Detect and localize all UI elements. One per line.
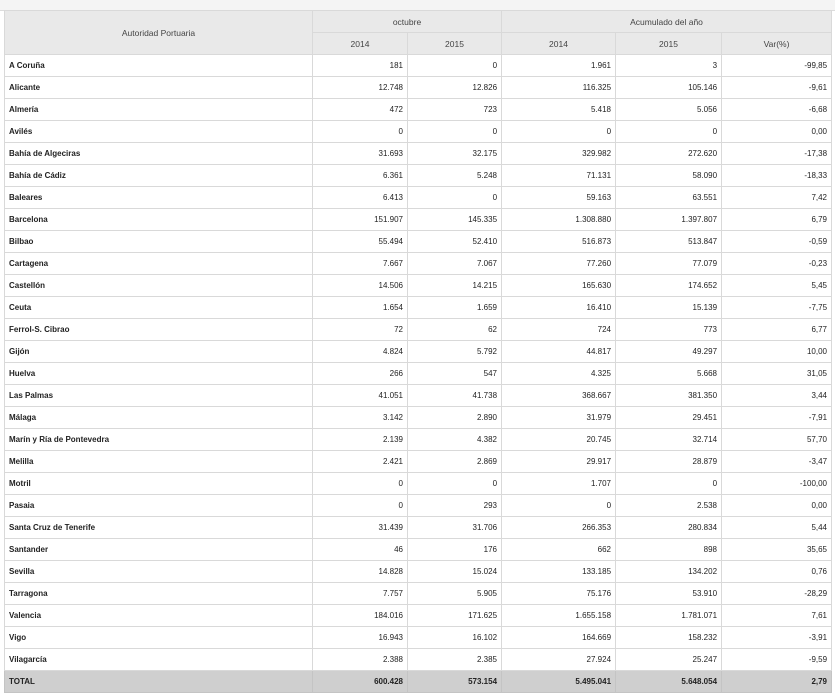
authority-name-cell: Motril [5,473,313,495]
month-2015-cell: 16.102 [408,627,502,649]
variation-cell: 10,00 [722,341,832,363]
cumulative-2015-cell: 272.620 [616,143,722,165]
cumulative-2014-cell: 75.176 [502,583,616,605]
month-2015-cell: 5.905 [408,583,502,605]
table-row [5,55,832,77]
month-2014-cell: 14.828 [313,561,408,583]
variation-cell: 31,05 [722,363,832,385]
variation-cell: -6,68 [722,99,832,121]
variation-cell: -3,91 [722,627,832,649]
cumulative-2014-cell: 71.131 [502,165,616,187]
cumulative-2015-cell: 898 [616,539,722,561]
cumulative-2015-cell: 53.910 [616,583,722,605]
cumulative-2014-cell: 16.410 [502,297,616,319]
cumulative-2014-cell: 5.418 [502,99,616,121]
month-2014-cell: 0 [313,121,408,143]
table-row [5,187,832,209]
cumulative-2014-cell: 1.655.158 [502,605,616,627]
month-2014-cell: 6.361 [313,165,408,187]
variation-cell: 7,42 [722,187,832,209]
month-2015-cell: 293 [408,495,502,517]
table-row [5,165,832,187]
cumulative-2015-cell: 381.350 [616,385,722,407]
variation-cell: 5,44 [722,517,832,539]
cumulative-2015-cell: 28.879 [616,451,722,473]
month-2015-cell: 62 [408,319,502,341]
cumulative-2015-cell: 0 [616,121,722,143]
cumulative-2014-cell: 1.961 [502,55,616,77]
table-row [5,297,832,319]
table-row [5,627,832,649]
table-row [5,649,832,671]
authority-name-cell: Santander [5,539,313,561]
cumulative-2015-cell: 158.232 [616,627,722,649]
table-row [5,121,832,143]
cumulative-2014-header[interactable]: 2014 [502,33,616,55]
authority-name-cell: Barcelona [5,209,313,231]
month-2015-header[interactable]: 2015 [408,33,502,55]
cumulative-2015-cell: 174.652 [616,275,722,297]
authority-name-cell: Tarragona [5,583,313,605]
table-row [5,231,832,253]
cumulative-2015-cell: 5.648.054 [616,671,722,693]
variation-cell: 6,79 [722,209,832,231]
month-2015-cell: 14.215 [408,275,502,297]
cumulative-2014-cell: 29.917 [502,451,616,473]
table-row [5,473,832,495]
authority-name-cell: Ferrol-S. Cibrao [5,319,313,341]
month-2014-cell: 72 [313,319,408,341]
month-2015-cell: 2.385 [408,649,502,671]
cumulative-2015-cell: 3 [616,55,722,77]
variation-cell: 35,65 [722,539,832,561]
variation-cell: 0,76 [722,561,832,583]
month-2014-cell: 6.413 [313,187,408,209]
table-row [5,407,832,429]
cumulative-2014-cell: 1.707 [502,473,616,495]
authority-name-cell: Santa Cruz de Tenerife [5,517,313,539]
month-2015-cell: 2.869 [408,451,502,473]
authority-name-cell: Huelva [5,363,313,385]
table-row [5,319,832,341]
month-2014-cell: 600.428 [313,671,408,693]
variation-cell: -9,61 [722,77,832,99]
month-2014-cell: 2.139 [313,429,408,451]
authority-name-cell: Almería [5,99,313,121]
variation-cell: -17,38 [722,143,832,165]
month-2015-cell: 41.738 [408,385,502,407]
month-2015-cell: 4.382 [408,429,502,451]
authority-name-cell: Cartagena [5,253,313,275]
authority-name-cell: Alicante [5,77,313,99]
month-2014-cell: 3.142 [313,407,408,429]
table-row [5,605,832,627]
variation-cell: -0,23 [722,253,832,275]
authority-name-cell: Sevilla [5,561,313,583]
month-group-header: octubre [313,11,502,33]
table-row [5,209,832,231]
month-2015-cell: 0 [408,55,502,77]
month-2014-cell: 184.016 [313,605,408,627]
variation-cell: -3,47 [722,451,832,473]
table-row [5,561,832,583]
month-2015-cell: 723 [408,99,502,121]
authority-name-cell: Bahía de Cádiz [5,165,313,187]
cumulative-2015-cell: 58.090 [616,165,722,187]
month-2015-cell: 171.625 [408,605,502,627]
month-2014-cell: 12.748 [313,77,408,99]
month-2014-cell: 7.667 [313,253,408,275]
month-2015-cell: 15.024 [408,561,502,583]
cumulative-2014-cell: 5.495.041 [502,671,616,693]
table-row [5,363,832,385]
authority-name-cell: Bahía de Algeciras [5,143,313,165]
month-2015-cell: 0 [408,187,502,209]
month-2015-cell: 145.335 [408,209,502,231]
month-2015-cell: 7.067 [408,253,502,275]
authority-name-cell: Valencia [5,605,313,627]
month-2014-cell: 16.943 [313,627,408,649]
authority-name-cell: TOTAL [5,671,313,693]
month-2014-cell: 266 [313,363,408,385]
authority-name-cell: Marín y Ría de Pontevedra [5,429,313,451]
cumulative-2014-cell: 59.163 [502,187,616,209]
table-row [5,253,832,275]
variation-cell: -18,33 [722,165,832,187]
table-body [5,55,832,693]
cumulative-2014-cell: 133.185 [502,561,616,583]
authority-name-cell: Gijón [5,341,313,363]
cumulative-2014-cell: 662 [502,539,616,561]
month-2014-cell: 4.824 [313,341,408,363]
month-2014-cell: 31.439 [313,517,408,539]
cumulative-2015-cell: 77.079 [616,253,722,275]
authority-name-cell: A Coruña [5,55,313,77]
cumulative-2015-cell: 5.056 [616,99,722,121]
table-row [5,429,832,451]
cumulative-2015-cell: 134.202 [616,561,722,583]
cumulative-2015-cell: 2.538 [616,495,722,517]
cumulative-2014-cell: 165.630 [502,275,616,297]
table-row [5,77,832,99]
month-2015-cell: 1.659 [408,297,502,319]
cumulative-2015-cell: 105.146 [616,77,722,99]
month-2015-cell: 547 [408,363,502,385]
authority-name-cell: Avilés [5,121,313,143]
cumulative-2015-cell: 5.668 [616,363,722,385]
cumulative-2015-cell: 49.297 [616,341,722,363]
variation-cell: 3,44 [722,385,832,407]
cumulative-2014-cell: 20.745 [502,429,616,451]
variation-cell: 2,79 [722,671,832,693]
table-row [5,275,832,297]
cumulative-2014-cell: 1.308.880 [502,209,616,231]
month-2014-cell: 1.654 [313,297,408,319]
authority-name-cell: Vilagarcía [5,649,313,671]
cumulative-2014-cell: 266.353 [502,517,616,539]
variation-cell: -0,59 [722,231,832,253]
cumulative-2015-cell: 63.551 [616,187,722,209]
cumulative-2015-cell: 773 [616,319,722,341]
month-2015-cell: 0 [408,473,502,495]
cumulative-2014-cell: 0 [502,121,616,143]
cumulative-2014-cell: 724 [502,319,616,341]
cumulative-2015-cell: 280.834 [616,517,722,539]
variation-cell: 0,00 [722,495,832,517]
cumulative-2015-cell: 1.397.807 [616,209,722,231]
variation-cell: 0,00 [722,121,832,143]
month-2014-cell: 0 [313,473,408,495]
table-row [5,451,832,473]
cumulative-2014-cell: 27.924 [502,649,616,671]
cumulative-2015-cell: 0 [616,473,722,495]
variation-cell: -7,91 [722,407,832,429]
authority-name-cell: Castellón [5,275,313,297]
cumulative-2014-cell: 164.669 [502,627,616,649]
variation-cell: 7,61 [722,605,832,627]
month-2015-cell: 31.706 [408,517,502,539]
cumulative-2015-cell: 513.847 [616,231,722,253]
cumulative-2015-header[interactable]: 2015 [616,33,722,55]
cumulative-2015-cell: 15.139 [616,297,722,319]
cumulative-2014-cell: 516.873 [502,231,616,253]
month-2015-cell: 176 [408,539,502,561]
month-2014-cell: 46 [313,539,408,561]
cumulative-2014-cell: 31.979 [502,407,616,429]
authority-name-cell: Bilbao [5,231,313,253]
variation-cell: 5,45 [722,275,832,297]
cumulative-2014-cell: 4.325 [502,363,616,385]
variation-cell: -99,85 [722,55,832,77]
table-row [5,99,832,121]
month-2014-cell: 181 [313,55,408,77]
month-2014-cell: 2.421 [313,451,408,473]
variation-cell: 57,70 [722,429,832,451]
cumulative-2014-cell: 44.817 [502,341,616,363]
table-row [5,385,832,407]
month-2014-cell: 151.907 [313,209,408,231]
authority-name-cell: Las Palmas [5,385,313,407]
authority-name-cell: Málaga [5,407,313,429]
cumulative-2014-cell: 0 [502,495,616,517]
month-2014-header[interactable]: 2014 [313,33,408,55]
port-traffic-table [4,10,832,693]
month-2014-cell: 41.051 [313,385,408,407]
cumulative-group-header: Acumulado del año [502,11,832,33]
month-2014-cell: 0 [313,495,408,517]
table-row [5,143,832,165]
table-row [5,583,832,605]
month-2014-cell: 31.693 [313,143,408,165]
authority-name-cell: Melilla [5,451,313,473]
month-2015-cell: 573.154 [408,671,502,693]
month-2015-cell: 52.410 [408,231,502,253]
month-2015-cell: 5.248 [408,165,502,187]
table-row [5,495,832,517]
variation-cell: -7,75 [722,297,832,319]
month-2014-cell: 7.757 [313,583,408,605]
month-2015-cell: 12.826 [408,77,502,99]
month-2014-cell: 14.506 [313,275,408,297]
table-row [5,341,832,363]
cumulative-2015-cell: 29.451 [616,407,722,429]
month-2014-cell: 2.388 [313,649,408,671]
cumulative-2014-cell: 368.667 [502,385,616,407]
variation-cell: -9,59 [722,649,832,671]
variation-cell: -100,00 [722,473,832,495]
table-row [5,539,832,561]
authority-name-cell: Pasaia [5,495,313,517]
authority-name-cell: Ceuta [5,297,313,319]
total-row [5,671,832,693]
variation-cell: 6,77 [722,319,832,341]
month-2015-cell: 32.175 [408,143,502,165]
cumulative-2014-cell: 116.325 [502,77,616,99]
month-2015-cell: 0 [408,121,502,143]
authority-column-header[interactable]: Autoridad Portuaria [5,11,313,55]
cumulative-2014-cell: 329.982 [502,143,616,165]
authority-name-cell: Baleares [5,187,313,209]
month-2014-cell: 55.494 [313,231,408,253]
month-2015-cell: 2.890 [408,407,502,429]
authority-name-cell: Vigo [5,627,313,649]
month-2015-cell: 5.792 [408,341,502,363]
month-2014-cell: 472 [313,99,408,121]
cumulative-2014-cell: 77.260 [502,253,616,275]
variation-header[interactable]: Var(%) [722,33,832,55]
variation-cell: -28,29 [722,583,832,605]
cumulative-2015-cell: 32.714 [616,429,722,451]
table-row [5,517,832,539]
cumulative-2015-cell: 1.781.071 [616,605,722,627]
cumulative-2015-cell: 25.247 [616,649,722,671]
